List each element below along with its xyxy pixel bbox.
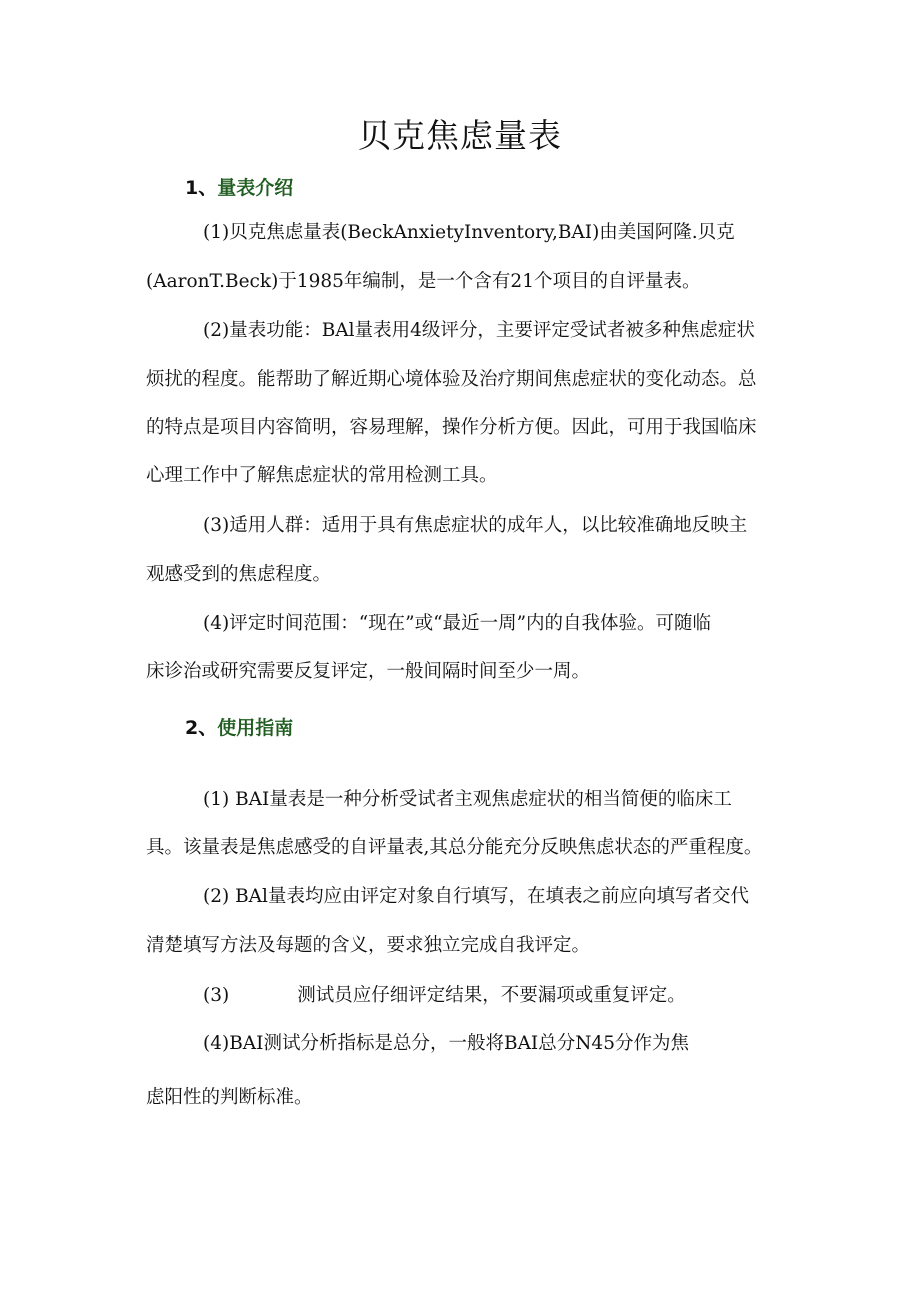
paragraph-line [203, 982, 806, 1010]
paragraph-line: 烦扰的程度。能帮助了解近期心境体验及治疗期间焦虑症状的变化动态。总 [146, 369, 757, 390]
paragraph-line: (2)量表功能：BAl量表用4级评分，主要评定受试者被多种焦虑症状 [203, 320, 755, 341]
section-title: 使用指南 [217, 717, 294, 739]
paragraph-line: 虑阳性的判断标准。 [146, 1087, 313, 1108]
paragraph-line: (2) BAl量表均应由评定对象自行填写，在填表之前应向填写者交代 [203, 886, 749, 907]
paragraph-line: 清楚填写方法及每题的含义，要求独立完成自我评定。 [146, 935, 591, 956]
item-number: (3) [203, 985, 230, 1006]
document-title: 贝克焦虑量表 [358, 116, 562, 155]
paragraph-line: 床诊治或研究需要反复评定，一般间隔时间至少一周。 [146, 661, 591, 682]
paragraph-line: 具。该量表是焦虑感受的自评量表,其总分能充分反映焦虑状态的严重程度。 [146, 837, 763, 858]
paragraph-line: (3)适用人群：适用于具有焦虑症状的成年人，以比较准确地反映主 [203, 515, 748, 536]
item-text: 测试员应仔细评定结果，不要漏项或重复评定。 [297, 985, 686, 1006]
paragraph-line: (AaronT.Beck)于1985年编制，是一个含有21个项目的自评量表。 [146, 271, 701, 292]
paragraph-line: (4)BAI测试分析指标是总分，一般将BAI总分N45分作为焦 [203, 1033, 689, 1054]
section-number: 2、 [185, 717, 218, 739]
paragraph-line: 心理工作中了解焦虑症状的常用检测工具。 [146, 465, 498, 486]
paragraph-line: (4)评定时间范围：“现在”或“最近一周”内的自我体验。可随临 [203, 613, 712, 634]
section-number: 1、 [185, 177, 218, 199]
section-heading-introduction [185, 174, 293, 202]
paragraph-line: 观感受到的焦虑程度。 [146, 564, 332, 585]
paragraph-line: 的特点是项目内容简明，容易理解，操作分析方便。因此，可用于我国临床 [146, 417, 757, 438]
section-heading-usage-guide [185, 714, 293, 742]
paragraph-line: (1) BAI量表是一种分析受试者主观焦虑症状的相当简便的临床工 [203, 789, 732, 810]
paragraph-line: (1)贝克焦虑量表(BeckAnxietyInventory,BAI)由美国阿隆.贝克 [203, 222, 735, 243]
section-title: 量表介绍 [217, 177, 294, 199]
